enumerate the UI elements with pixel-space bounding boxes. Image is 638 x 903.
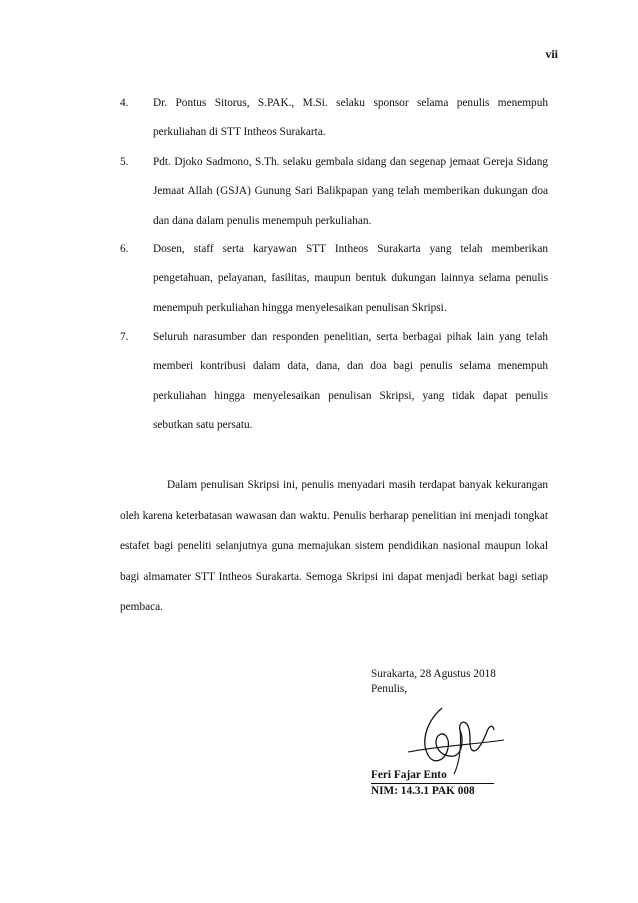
body-paragraph: Dalam penulisan Skripsi ini, penulis menyadari masih terdapat banyak kekurangan oleh karena keterbatasan wawasan dan waktu. Penulis berharap penelitian ini menjadi tongkat estafet bagi peneliti selanjutnya guna memajukan sistem pendidikan nasional maupun lokal bagi almamater STT Intheos Surakarta. Semoga Skripsi ini dapat menjadi berkat bagi setiap pembaca. xyxy=(120,479,548,614)
list-item xyxy=(120,243,548,323)
page-number: vii xyxy=(545,47,558,61)
list-item xyxy=(120,156,548,236)
signer-nim: NIM: 14.3.1 PAK 008 xyxy=(371,785,475,797)
list-item-number: 6. xyxy=(120,243,129,255)
list-item-text: Seluruh narasumber dan responden penelitian, serta berbagai pihak lain yang telah memberi kontribusi dalam data, dana, dan doa bagi penulis selama menempuh perkuliahan hingga menyelesaikan penulisan Skripsi, yang tidak dapat penulis sebutkan satu persatu. xyxy=(153,331,548,431)
signer-name: Feri Fajar Ento xyxy=(371,768,494,784)
place-date: Surakarta, 28 Agustus 2018 xyxy=(371,668,496,680)
list-item-text: Dr. Pontus Sitorus, S.PAK., M.Si. selaku sponsor selama penulis menempuh perkuliahan di STT Intheos Surakarta. xyxy=(153,97,548,139)
list-item-number: 5. xyxy=(120,156,129,168)
list-item-number: 4. xyxy=(120,97,129,109)
closing-block xyxy=(371,667,496,697)
list-item xyxy=(120,97,548,148)
list-item xyxy=(120,331,548,440)
list-item-number: 7. xyxy=(120,331,129,343)
author-role: Penulis, xyxy=(371,683,408,695)
list-item-text: Pdt. Djoko Sadmono, S.Th. selaku gembala sidang dan segenap jemaat Gereja Sidang Jemaat Allah (GSJA) Gunung Sari Balikpapan yang telah memberikan dukungan doa dan dana dalam penulis menempuh perkuliahan. xyxy=(153,156,548,227)
list-item-text: Dosen, staff serta karyawan STT Intheos Surakarta yang telah memberikan pengetahuan, pelayanan, fasilitas, maupun bentuk dukungan lainnya selama penulis menempuh perkuliahan hingga menyelesaikan penulisan Skripsi. xyxy=(153,243,548,314)
signer-block xyxy=(371,768,494,799)
